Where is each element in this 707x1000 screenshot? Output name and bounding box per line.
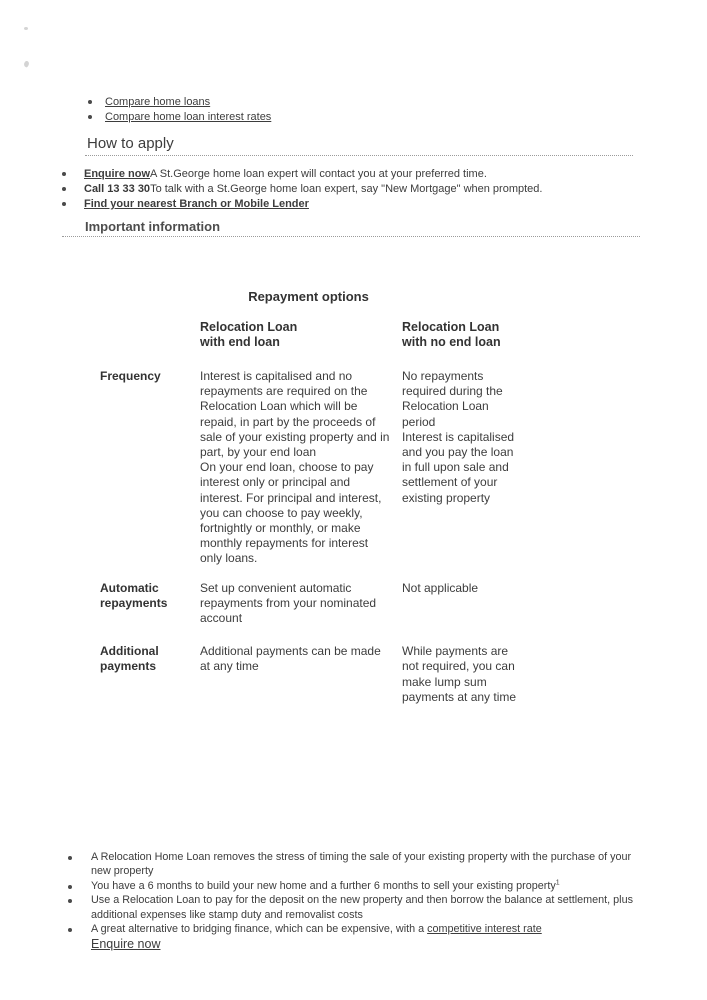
table-cell bbox=[402, 581, 545, 627]
bullet-icon bbox=[88, 115, 92, 119]
benefit-text-body: A great alternative to bridging finance, which can be expensive, with a bbox=[91, 923, 428, 936]
benefits-list bbox=[68, 850, 643, 953]
row-label: Automatic repayments bbox=[100, 580, 168, 610]
benefit-text-body: You have a 6 months to build your new home and a further 6 months to sell your existing property bbox=[91, 879, 556, 892]
table-row bbox=[100, 644, 545, 705]
table-cell bbox=[402, 644, 545, 705]
bullet-icon bbox=[62, 172, 66, 176]
column-header-end-loan: Relocation Loan with end loan bbox=[200, 320, 298, 349]
table-row bbox=[100, 369, 545, 567]
apply-option-description: A St.George home loan expert will contact you at your preferred time. bbox=[150, 168, 487, 180]
table-cell bbox=[402, 369, 545, 567]
cell-paragraph: No repayments required during the Relocation Loan period bbox=[402, 369, 503, 429]
find-branch-link[interactable]: Find your nearest Branch or Mobile Lender bbox=[84, 198, 309, 210]
benefit-text: Use a Relocation Loan to pay for the deposit on the new property and then borrow the balance at settlement, plus additional expenses like stamp duty and removalist costs bbox=[91, 894, 633, 921]
cell-paragraph: Interest is capitalised and you pay the loan in full upon sale and settlement of your existing property bbox=[402, 429, 515, 505]
compare-home-loans-link[interactable]: Compare home loans bbox=[105, 96, 211, 108]
list-item bbox=[88, 95, 271, 110]
important-information-heading: Important information bbox=[85, 219, 221, 234]
bullet-icon bbox=[62, 187, 66, 191]
apply-option-text bbox=[84, 197, 309, 212]
benefit-text: A Relocation Home Loan removes the stress of timing the sale of your existing property with the purchase of your new property bbox=[91, 851, 632, 878]
empty-header-cell bbox=[100, 320, 200, 350]
enquire-now-bottom-link[interactable]: Enquire now bbox=[91, 937, 161, 952]
list-item bbox=[68, 850, 643, 879]
list-item bbox=[88, 110, 271, 125]
table-header-row bbox=[100, 320, 545, 350]
apply-option-text bbox=[84, 167, 487, 182]
repayment-options-table bbox=[100, 289, 545, 705]
compare-interest-rates-link[interactable]: Compare home loan interest rates bbox=[105, 111, 272, 123]
how-to-apply-list bbox=[62, 167, 622, 212]
footnote-marker: 1 bbox=[555, 879, 560, 887]
bullet-icon bbox=[68, 928, 72, 932]
competitive-interest-rate-link[interactable]: competitive interest rate bbox=[427, 923, 542, 936]
apply-option-text bbox=[84, 182, 542, 197]
benefit-text bbox=[91, 879, 560, 893]
bullet-icon bbox=[62, 202, 66, 206]
table-title: Repayment options bbox=[248, 289, 369, 304]
list-item bbox=[62, 167, 622, 182]
row-label: Additional payments bbox=[100, 644, 159, 674]
cell-paragraph: Not applicable bbox=[402, 580, 479, 595]
compare-links-list bbox=[88, 95, 271, 125]
list-item bbox=[68, 922, 643, 936]
list-item bbox=[62, 197, 622, 212]
cell-paragraph: Set up convenient automatic repayments from your nominated account bbox=[200, 580, 377, 626]
cell-paragraph: Interest is capitalised and no repayments are required on the Relocation Loan which will be repaid, in part by the proceeds of sale of your existing property and in part, by your end loan bbox=[200, 369, 390, 460]
row-label: Frequency bbox=[100, 369, 161, 383]
call-number-label: Call 13 33 30 bbox=[84, 183, 151, 195]
list-item bbox=[62, 182, 622, 197]
bullet-icon bbox=[88, 100, 92, 104]
cell-paragraph: Additional payments can be made at any time bbox=[200, 644, 381, 674]
dotted-divider bbox=[85, 155, 633, 156]
benefit-text bbox=[91, 922, 542, 936]
bullet-icon bbox=[68, 856, 72, 860]
apply-option-description: To talk with a St.George home loan expert, say "New Mortgage" when prompted. bbox=[150, 183, 543, 195]
table-cell bbox=[200, 581, 402, 627]
list-item bbox=[68, 893, 643, 922]
scan-artifact bbox=[24, 27, 28, 30]
how-to-apply-heading: How to apply bbox=[87, 135, 174, 152]
column-header-no-end-loan: Relocation Loan with no end loan bbox=[402, 320, 501, 349]
scan-artifact bbox=[23, 60, 31, 68]
enquire-now-link[interactable]: Enquire now bbox=[84, 168, 150, 180]
table-cell bbox=[200, 369, 402, 567]
list-item bbox=[68, 879, 643, 893]
table-cell bbox=[200, 644, 402, 705]
bullet-icon bbox=[68, 885, 72, 889]
bullet-icon bbox=[68, 899, 72, 903]
cell-paragraph: While payments are not required, you can make lump sum payments at any time bbox=[402, 644, 517, 704]
table-row bbox=[100, 581, 545, 627]
cell-paragraph: On your end loan, choose to pay interest only or principal and interest. For principal and interest, you can choose to pay weekly, fortnightly or monthly, or make monthly repayments for interest only loans. bbox=[200, 460, 382, 566]
dotted-divider bbox=[62, 236, 640, 237]
